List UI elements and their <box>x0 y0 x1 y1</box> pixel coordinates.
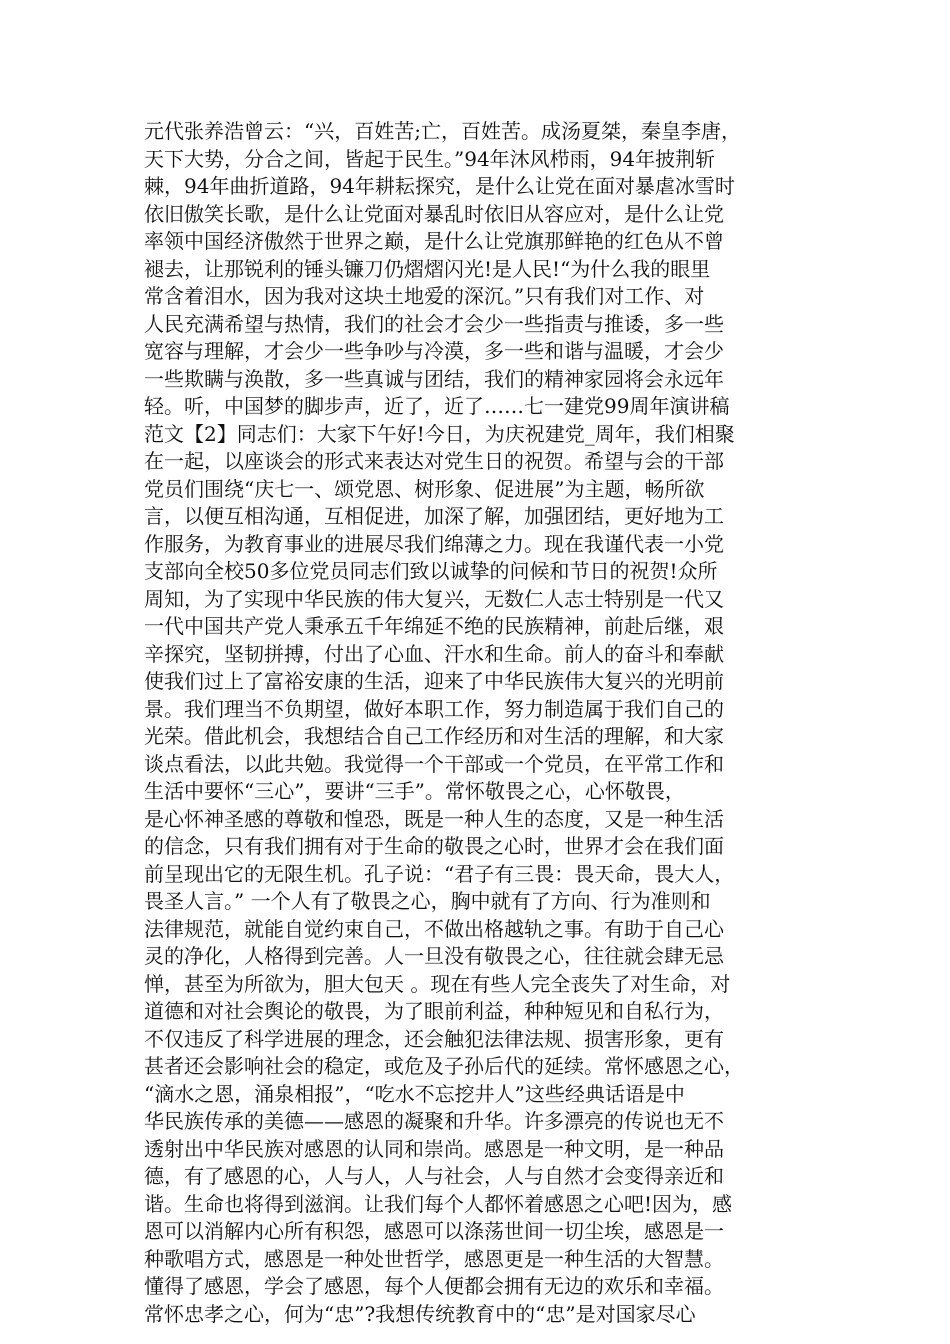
text-line: 华民族传承的美德——感恩的凝聚和升华。许多漂亮的传说也无不 <box>144 1109 724 1133</box>
text-line: 惮，甚至为所欲为，胆大包天 。现在有些人完全丧失了对生命，对 <box>144 971 731 996</box>
text-line: 人民充满希望与热情，我们的社会才会少一些指责与推诿，多一些 <box>144 311 724 336</box>
text-line: 恩可以消解内心所有积怨，感恩可以涤荡世间一切尘埃，感恩是一 <box>144 1219 724 1243</box>
text-line: 懂得了感恩，学会了感恩，每个人便都会拥有无边的欢乐和幸福。 <box>144 1274 724 1298</box>
text-line: 甚者还会影响社会的稳定，或危及子孙后代的延续。常怀感恩之心， <box>144 1054 744 1078</box>
text-line: “滴水之恩，涌泉相报”，“吃水不忘挖井人”这些经典话语是中 <box>144 1081 685 1106</box>
text-line: 轻。听，中国梦的脚步声，近了，近了……七一建党99周年演讲稿 <box>144 394 730 418</box>
text-line: 前呈现出它的无限生机。孔子说：“君子有三畏：畏天命，畏大人， <box>144 861 735 886</box>
text-line: 景。我们理当不负期望，做好本职工作，努力制造属于我们自己的 <box>144 696 724 721</box>
text-line: 使我们过上了富裕安康的生活，迎来了中华民族伟大复兴的光明前 <box>144 669 724 693</box>
text-line: 不仅违反了科学进展的理念，还会触犯法律法规、损害形象，更有 <box>144 1026 724 1051</box>
text-line: 党员们围绕“庆七一、颂党恩、树形象、促进展”为主题，畅所欲 <box>144 476 705 501</box>
text-line: 作服务，为教育事业的进展尽我们绵薄之力。现在我谨代表一小党 <box>144 531 724 556</box>
text-line: 光荣。借此机会，我想结合自己工作经历和对生活的理解，和大家 <box>144 724 724 748</box>
text-line: 透射出中华民族对感恩的认同和崇尚。感恩是一种文明，是一种品 <box>144 1136 724 1161</box>
text-line: 在一起，以座谈会的形式来表达对党生日的祝贺。希望与会的干部 <box>144 449 724 473</box>
text-line: 周知，为了实现中华民族的伟大复兴，无数仁人志士特别是一代又 <box>144 586 724 611</box>
text-line: 常含着泪水，因为我对这块土地爱的深沉。”只有我们对工作、对 <box>144 284 705 308</box>
text-line: 种歌唱方式，感恩是一种处世哲学，感恩更是一种生活的大智慧。 <box>144 1246 724 1271</box>
text-line: 范文【2】同志们：大家下午好!今日，为庆祝建党_周年，我们相聚 <box>144 421 735 446</box>
text-line: 元代张养浩曾云：“兴，百姓苦;亡，百姓苦。成汤夏桀，秦皇李唐， <box>144 119 741 143</box>
text-line: 棘，94年曲折道路，94年耕耘探究，是什么让党在面对暴虐冰雪时 <box>144 174 735 198</box>
body-text <box>144 118 824 1328</box>
text-line: 褪去，让那锐利的锤头镰刀仍熠熠闪光!是人民!“为什么我的眼里 <box>144 256 711 281</box>
text-line: 道德和对社会舆论的敬畏，为了眼前利益，种种短见和自私行为， <box>144 999 724 1023</box>
text-line: 是心怀神圣感的尊敬和惶恐，既是一种人生的态度，又是一种生活 <box>144 806 724 831</box>
text-line: 支部向全校50多位党员同志们致以诚挚的问候和节日的祝贺!众所 <box>144 559 718 583</box>
text-line: 言，以便互相沟通，互相促进，加深了解，加强团结，更好地为工 <box>144 504 724 528</box>
text-line: 一些欺瞒与涣散，多一些真诚与团结，我们的精神家园将会永远年 <box>144 366 724 391</box>
text-line: 一代中国共产党人秉承五千年绵延不绝的民族精神，前赴后继，艰 <box>144 614 724 638</box>
text-line: 的信念，只有我们拥有对于生命的敬畏之心时，世界才会在我们面 <box>144 834 724 858</box>
text-line: 谐。生命也将得到滋润。让我们每个人都怀着感恩之心吧!因为，感 <box>144 1191 733 1216</box>
text-line: 率领中国经济傲然于世界之巅，是什么让党旗那鲜艳的红色从不曾 <box>144 229 724 253</box>
text-line: 畏圣人言。” 一个人有了敬畏之心，胸中就有了方向、行为准则和 <box>144 889 711 913</box>
text-line: 谈点看法，以此共勉。我觉得一个干部或一个党员，在平常工作和 <box>144 751 724 776</box>
text-line: 宽容与理解，才会少一些争吵与冷漠，多一些和谐与温暖，才会少 <box>144 339 724 363</box>
text-line: 德，有了感恩的心，人与人，人与社会，人与自然才会变得亲近和 <box>144 1164 724 1188</box>
text-line: 天下大势，分合之间，皆起于民生。”94年沐风栉雨，94年披荆斩 <box>144 146 716 171</box>
text-line: 法律规范，就能自觉约束自己，不做出格越轨之事。有助于自己心 <box>144 916 724 941</box>
text-line: 生活中要怀“三心”，要讲“三手”。常怀敬畏之心，心怀敬畏， <box>144 779 685 803</box>
text-line: 灵的净化，人格得到完善。人一旦没有敬畏之心，往往就会肆无忌 <box>144 944 724 968</box>
text-line: 常怀忠孝之心，何为“忠”?我想传统教育中的“忠”是对国家尽心 <box>144 1301 696 1326</box>
text-line: 辛探究，坚韧拼搏，付出了心血、汗水和生命。前人的奋斗和奉献 <box>144 641 724 666</box>
text-line: 依旧傲笑长歌，是什么让党面对暴乱时依旧从容应对，是什么让党 <box>144 201 724 226</box>
